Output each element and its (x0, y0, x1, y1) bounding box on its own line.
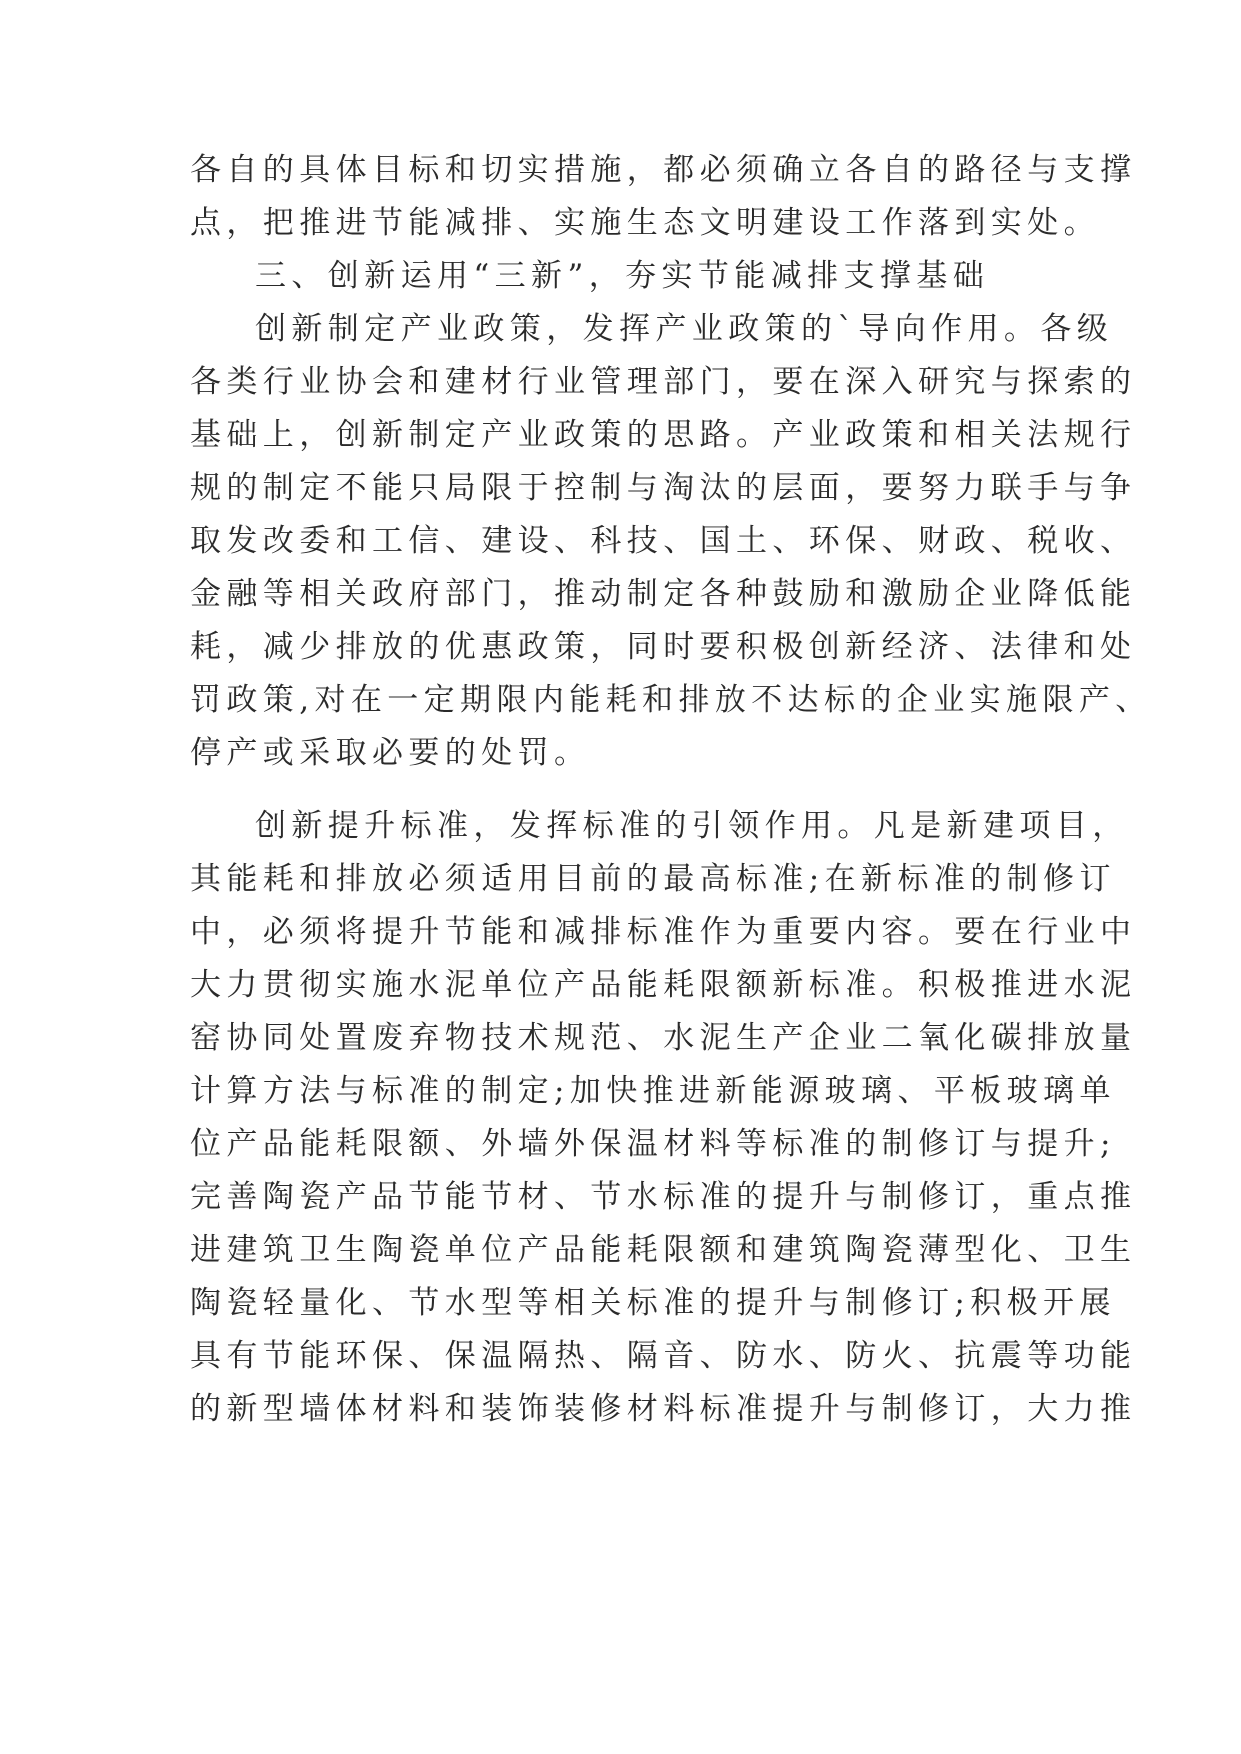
body-line: 其能耗和排放必须适用目前的最高标准;在新标准的制修订 (190, 861, 1116, 897)
body-line: 位产品能耗限额、外墙外保温材料等标准的制修订与提升; (190, 1126, 1116, 1162)
body-line: 完善陶瓷产品节能节材、节水标准的提升与制修订，重点推 (190, 1179, 1137, 1215)
section-heading: 三、创新运用“三新”，夯实节能减排支撑基础 (255, 258, 990, 294)
body-line: 各自的具体目标和切实措施，都必须确立各自的路径与支撑 (190, 152, 1137, 188)
body-line: 窑协同处置废弃物技术规范、水泥生产企业二氧化碳排放量 (190, 1020, 1137, 1056)
body-line: 规的制定不能只局限于控制与淘汰的层面，要努力联手与争 (190, 470, 1137, 506)
body-line: 具有节能环保、保温隔热、隔音、防水、防火、抗震等功能 (190, 1338, 1137, 1374)
body-line: 计算方法与标准的制定;加快推进新能源玻璃、平板玻璃单 (190, 1073, 1116, 1109)
body-line: 金融等相关政府部门，推动制定各种鼓励和激励企业降低能 (190, 576, 1137, 612)
body-line: 各类行业协会和建材行业管理部门，要在深入研究与探索的 (190, 364, 1137, 400)
body-line: 中，必须将提升节能和减排标准作为重要内容。要在行业中 (190, 914, 1137, 950)
body-line: 陶瓷轻量化、节水型等相关标准的提升与制修订;积极开展 (190, 1285, 1116, 1321)
body-line: 取发改委和工信、建设、科技、国土、环保、财政、税收、 (190, 523, 1137, 559)
body-line: 大力贯彻实施水泥单位产品能耗限额新标准。积极推进水泥 (190, 967, 1137, 1003)
body-line: 进建筑卫生陶瓷单位产品能耗限额和建筑陶瓷薄型化、卫生 (190, 1232, 1137, 1268)
body-line: 创新制定产业政策，发挥产业政策的`导向作用。各级 (255, 311, 1114, 347)
body-line: 创新提升标准，发挥标准的引领作用。凡是新建项目， (255, 808, 1129, 844)
body-line: 的新型墙体材料和装饰装修材料标准提升与制修订，大力推 (190, 1391, 1137, 1427)
body-line: 耗，减少排放的优惠政策，同时要积极创新经济、法律和处 (190, 629, 1137, 665)
body-line: 停产或采取必要的处罚。 (190, 735, 591, 771)
body-line: 罚政策,对在一定期限内能耗和排放不达标的企业实施限产、 (190, 682, 1152, 718)
body-line: 点，把推进节能减排、实施生态文明建设工作落到实处。 (190, 205, 1100, 241)
body-line: 基础上，创新制定产业政策的思路。产业政策和相关法规行 (190, 417, 1137, 453)
